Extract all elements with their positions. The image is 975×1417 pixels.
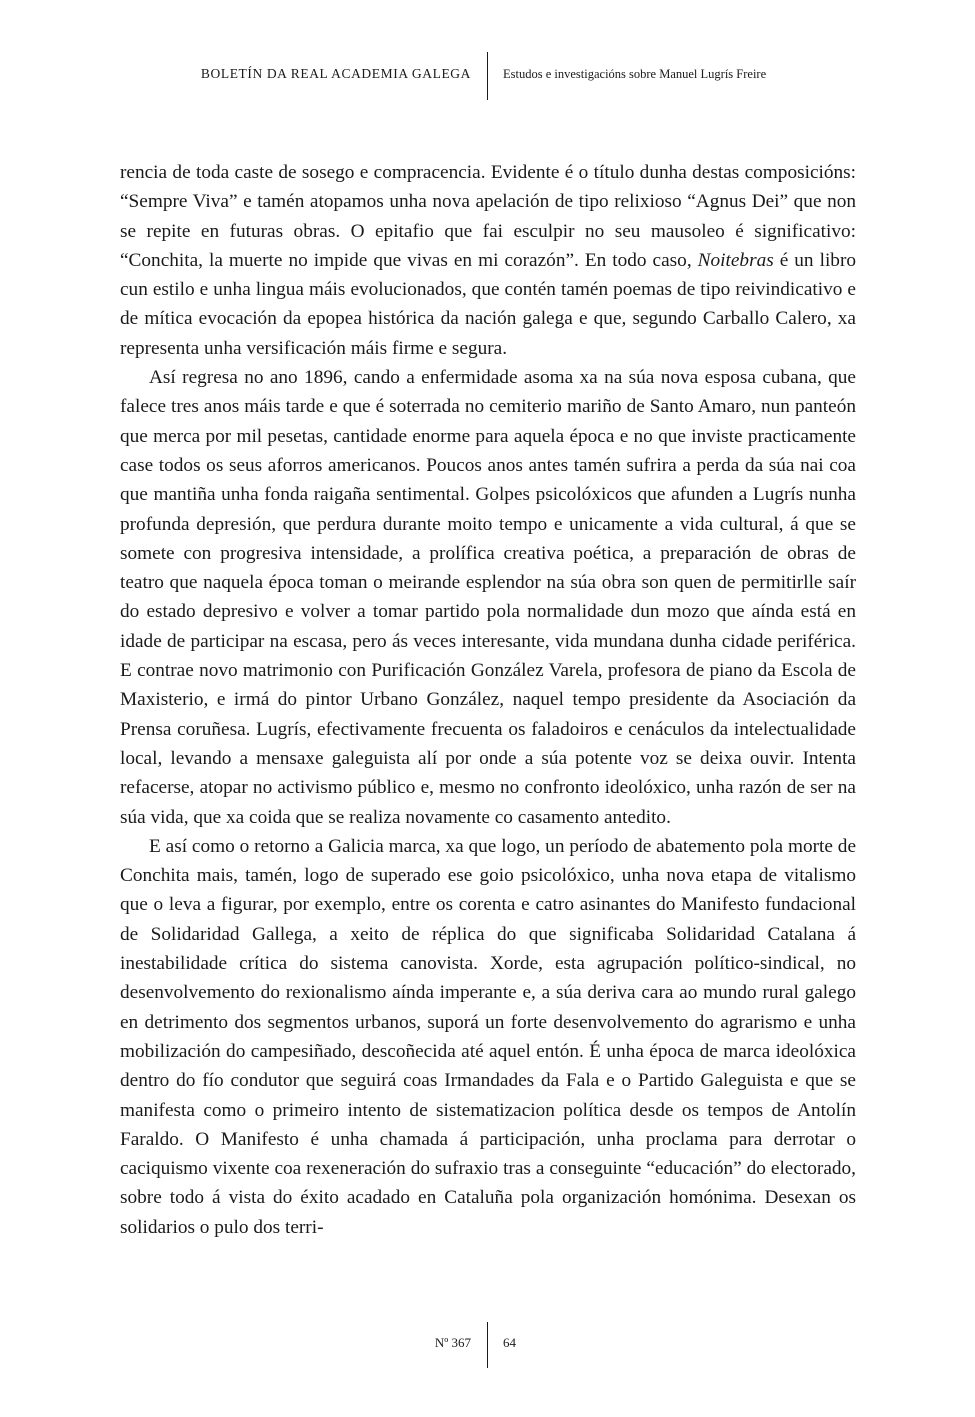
page-number: 64	[503, 1335, 516, 1350]
section-title: Estudos e investigacións sobre Manuel Lugrís Freire	[503, 67, 767, 81]
header-divider	[487, 52, 488, 100]
paragraph-1-text-a: rencia de toda caste de sosego e compracencia. Evidente é o título dunha destas composicións: “Sempre Viva” e tamén atopamos unha nova apelación de tipo relixioso “Agnus Dei” que non se repite en futuras obras. O epitafio que fai esculpir no seu mausoleo é significativo: “Conchita, la muerte no impide que vivas en mi corazón”. En todo caso,	[120, 162, 856, 271]
paragraph-1	[120, 158, 856, 363]
article-body	[120, 158, 856, 1242]
footer-divider	[487, 1322, 488, 1368]
issue-number: Nº 367	[434, 1335, 471, 1350]
running-header	[0, 52, 975, 100]
page-footer	[0, 1322, 975, 1368]
paragraph-2: Así regresa no ano 1896, cando a enfermidade asoma xa na súa nova esposa cubana, que falece tres anos máis tarde e que é soterrada no cemiterio mariño de Santo Amaro, nun panteón que merca por mil pesetas, cantidade enorme para aquela época e no que inviste practicamente case todos os seus aforros americanos. Poucos anos antes tamén sufrira a perda da súa nai coa que mantiña unha fonda raigaña sentimental. Golpes psicolóxicos que afunden a Lugrís nunha profunda depresión, que perdura durante moito tempo e unicamente a vida cultural, á que se somete con progresiva intensidade, a prolífica creativa poética, a preparación de obras de teatro que naquela época toman o meirande esplendor na súa obra son quen de permitirlle saír do estado depresivo e volver a tomar partido pola normalidade dun mozo que aínda está en idade de participar na escasa, pero ás veces interesante, vida mundana dunha cidade periférica. E contrae novo matrimonio con Purificación González Varela, profesora de piano da Escola de Maxisterio, e irmá do pintor Urbano González, naquel tempo presidente da Asociación da Prensa coruñesa. Lugrís, efectivamente frecuenta os faladoiros e cenáculos da intelectualidade local, levando a mensaxe galeguista alí por onde a súa potente voz se deixa ouvir. Intenta refacerse, atopar no activismo público e, mesmo no confronto ideolóxico, unha razón de ser na súa vida, que xa coida que se realiza novamente co casamento antedito.	[120, 367, 856, 828]
paragraph-1-text-b: é un libro cun estilo e unha lingua máis evolucionados, que contén tamén poemas de tipo reivindicativo e de mítica evocación da epopea histórica da nación galega e que, segundo Carballo Calero, xa representa unha versificación máis firme e segura.	[120, 249, 857, 359]
paragraph-3: E así como o retorno a Galicia marca, xa que logo, un período de abatemento pola morte de Conchita mais, tamén, logo de superado ese goio psicolóxico, unha nova etapa de vitalismo que o leva a figurar, por exemplo, entre os corenta e catro asinantes do Manifesto fundacional de Solidaridad Gallega, a xeito de réplica do que significaba Solidaridad Catalana á inestabilidade crítica do sistema canovista. Xorde, esta agrupación político-sindical, no desenvolvemento do rexionalismo aínda imperante e, a súa deriva cara ao mundo rural galego en detrimento dos segmentos urbanos, suporá un forte desenvolvemento do agrarismo e unha mobilización do campesiñado, descoñecida até aquel entón. É unha época de marca ideolóxica dentro do fío condutor que seguirá coas Irmandades da Fala e o Partido Galeguista e que se manifesta como o primeiro intento de sistematizacion política desde os tempos de Antolín Faraldo. O Manifesto é unha chamada á participación, unha proclama para derrotar o caciquismo vixente coa rexeneración do sufraxio tras a conseguinte “educación” do electorado, sobre todo á vista do éxito acadado en Cataluña pola organización homónima. Desexan os solidarios o pulo dos terri-	[120, 835, 856, 1238]
book-title-noitebras: Noitebras	[697, 249, 774, 271]
journal-title: BOLETÍN DA REAL ACADEMIA GALEGA	[200, 66, 471, 81]
